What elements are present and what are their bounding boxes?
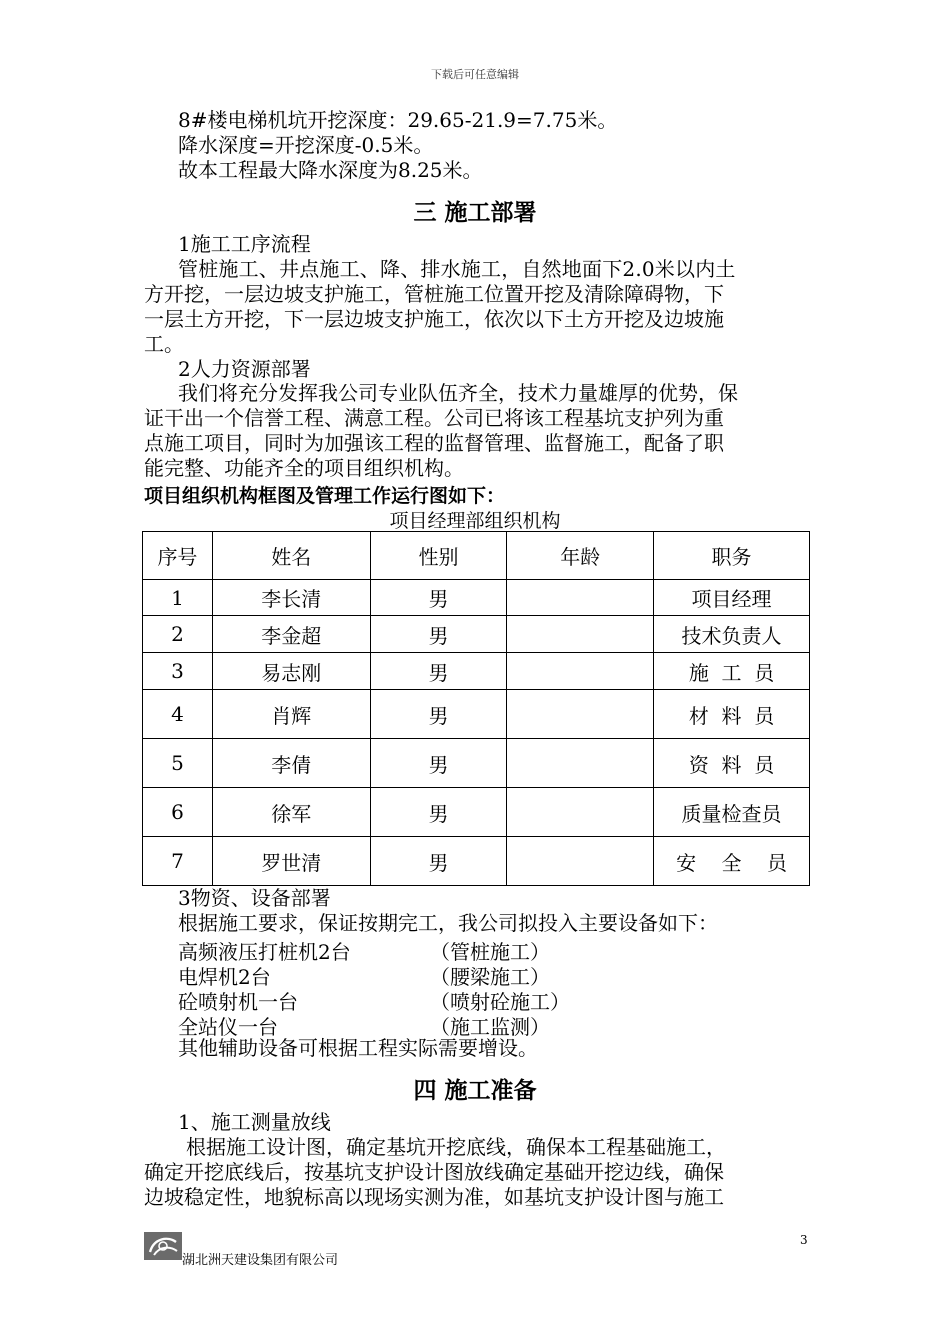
table-cell: 徐军 xyxy=(212,788,370,837)
company-name: 湖北洲天建设集团有限公司 xyxy=(182,1253,339,1268)
equipment-use: （腰梁施工） xyxy=(430,965,550,989)
table-cell: 7 xyxy=(143,837,213,886)
equipment-intro: 根据施工要求，保证按期完工，我公司拟投入主要设备如下： xyxy=(178,911,718,935)
header-cell: 姓名 xyxy=(212,532,370,580)
page-number: 3 xyxy=(800,1233,808,1247)
header-cell: 序号 xyxy=(143,532,213,580)
table-caption: 项目经理部组织机构 xyxy=(389,510,561,532)
table-cell: 男 xyxy=(370,616,507,653)
table-cell: 李倩 xyxy=(212,739,370,788)
equipment-name: 高频液压打桩机2台 xyxy=(178,940,351,964)
depth-line-2: 降水深度=开挖深度-0.5米。 xyxy=(178,133,434,157)
equipment-closing: 其他辅助设备可根据工程实际需要增设。 xyxy=(178,1036,538,1060)
table-cell xyxy=(507,739,654,788)
table-row xyxy=(143,580,810,616)
header-cell: 年龄 xyxy=(507,532,654,580)
table-cell: 男 xyxy=(370,580,507,616)
table-cell: 男 xyxy=(370,788,507,837)
equipment-name: 电焊机2台 xyxy=(178,965,271,989)
depth-line-1: 8#楼电梯机坑开挖深度：29.65-21.9=7.75米。 xyxy=(178,108,618,132)
subsection-3-2-title: 2人力资源部署 xyxy=(178,357,311,381)
table-cell xyxy=(507,837,654,886)
table-cell: 李金超 xyxy=(212,616,370,653)
table-cell: 材 料 员 xyxy=(654,690,810,739)
table-row xyxy=(143,739,810,788)
table-row xyxy=(143,690,810,739)
equipment-use: （喷射砼施工） xyxy=(430,990,570,1014)
table-row xyxy=(143,788,810,837)
table-cell xyxy=(507,690,654,739)
table-cell: 罗世清 xyxy=(212,837,370,886)
table-cell: 5 xyxy=(143,739,213,788)
paragraph-line: 边坡稳定性，地貌标高以现场实测为准，如基坑支护设计图与施工 xyxy=(144,1185,724,1209)
section-4-title: 四 施工准备 xyxy=(413,1077,537,1104)
table-cell: 施 工 员 xyxy=(654,653,810,690)
paragraph-line: 工。 xyxy=(144,332,184,356)
table-cell: 项目经理 xyxy=(654,580,810,616)
header-cell: 性别 xyxy=(370,532,507,580)
table-cell: 质量检查员 xyxy=(654,788,810,837)
table-cell: 男 xyxy=(370,739,507,788)
table-cell: 易志刚 xyxy=(212,653,370,690)
table-cell: 李长清 xyxy=(212,580,370,616)
paragraph-line: 我们将充分发挥我公司专业队伍齐全，技术力量雄厚的优势，保 xyxy=(178,381,738,405)
table-row xyxy=(143,616,810,653)
paragraph-line: 方开挖，一层边坡支护施工，管桩施工位置开挖及清除障碍物，下 xyxy=(144,282,724,306)
org-table xyxy=(142,531,810,886)
table-cell xyxy=(507,788,654,837)
subsection-4-1-title: 1、施工测量放线 xyxy=(178,1110,331,1134)
paragraph-line: 能完整、功能齐全的项目组织机构。 xyxy=(144,456,464,480)
company-logo-icon xyxy=(144,1232,182,1260)
equipment-use: （施工监测） xyxy=(430,1015,550,1039)
paragraph-line: 证干出一个信誉工程、满意工程。公司已将该工程基坑支护列为重 xyxy=(144,406,724,430)
table-cell: 技术负责人 xyxy=(654,616,810,653)
subsection-3-1-title: 1施工工序流程 xyxy=(178,232,311,256)
table-cell: 2 xyxy=(143,616,213,653)
paragraph-line: 管桩施工、井点施工、降、排水施工，自然地面下2.0米以内土 xyxy=(178,257,736,281)
table-cell xyxy=(507,653,654,690)
table-cell xyxy=(507,616,654,653)
table-cell: 男 xyxy=(370,837,507,886)
subsection-3-3-title: 3物资、设备部署 xyxy=(178,886,331,910)
table-cell xyxy=(507,580,654,616)
table-cell: 3 xyxy=(143,653,213,690)
table-cell: 肖辉 xyxy=(212,690,370,739)
equipment-use: （管桩施工） xyxy=(430,940,550,964)
paragraph-line: 根据施工设计图，确定基坑开挖底线，确保本工程基础施工， xyxy=(186,1135,726,1159)
table-cell: 4 xyxy=(143,690,213,739)
paragraph-line: 确定开挖底线后，按基坑支护设计图放线确定基础开挖边线，确保 xyxy=(144,1160,724,1184)
table-cell: 6 xyxy=(143,788,213,837)
section-3-title: 三 施工部署 xyxy=(413,199,537,226)
depth-line-3: 故本工程最大降水深度为8.25米。 xyxy=(178,158,483,182)
paragraph-line: 一层土方开挖，下一层边坡支护施工，依次以下土方开挖及边坡施 xyxy=(144,307,724,331)
table-cell: 男 xyxy=(370,690,507,739)
equipment-name: 全站仪一台 xyxy=(178,1015,278,1039)
page-header: 下载后可任意编辑 xyxy=(431,68,519,81)
equipment-name: 砼喷射机一台 xyxy=(178,990,298,1014)
table-cell: 男 xyxy=(370,653,507,690)
table-header-row xyxy=(143,532,810,580)
table-cell: 资 料 员 xyxy=(654,739,810,788)
table-row xyxy=(143,837,810,886)
table-cell: 1 xyxy=(143,580,213,616)
table-row xyxy=(143,653,810,690)
header-cell: 职务 xyxy=(654,532,810,580)
paragraph-line: 点施工项目，同时为加强该工程的监督管理、监督施工，配备了职 xyxy=(144,431,724,455)
org-chart-heading: 项目组织机构框图及管理工作运行图如下： xyxy=(144,485,506,507)
table-cell: 安 全 员 xyxy=(654,837,810,886)
